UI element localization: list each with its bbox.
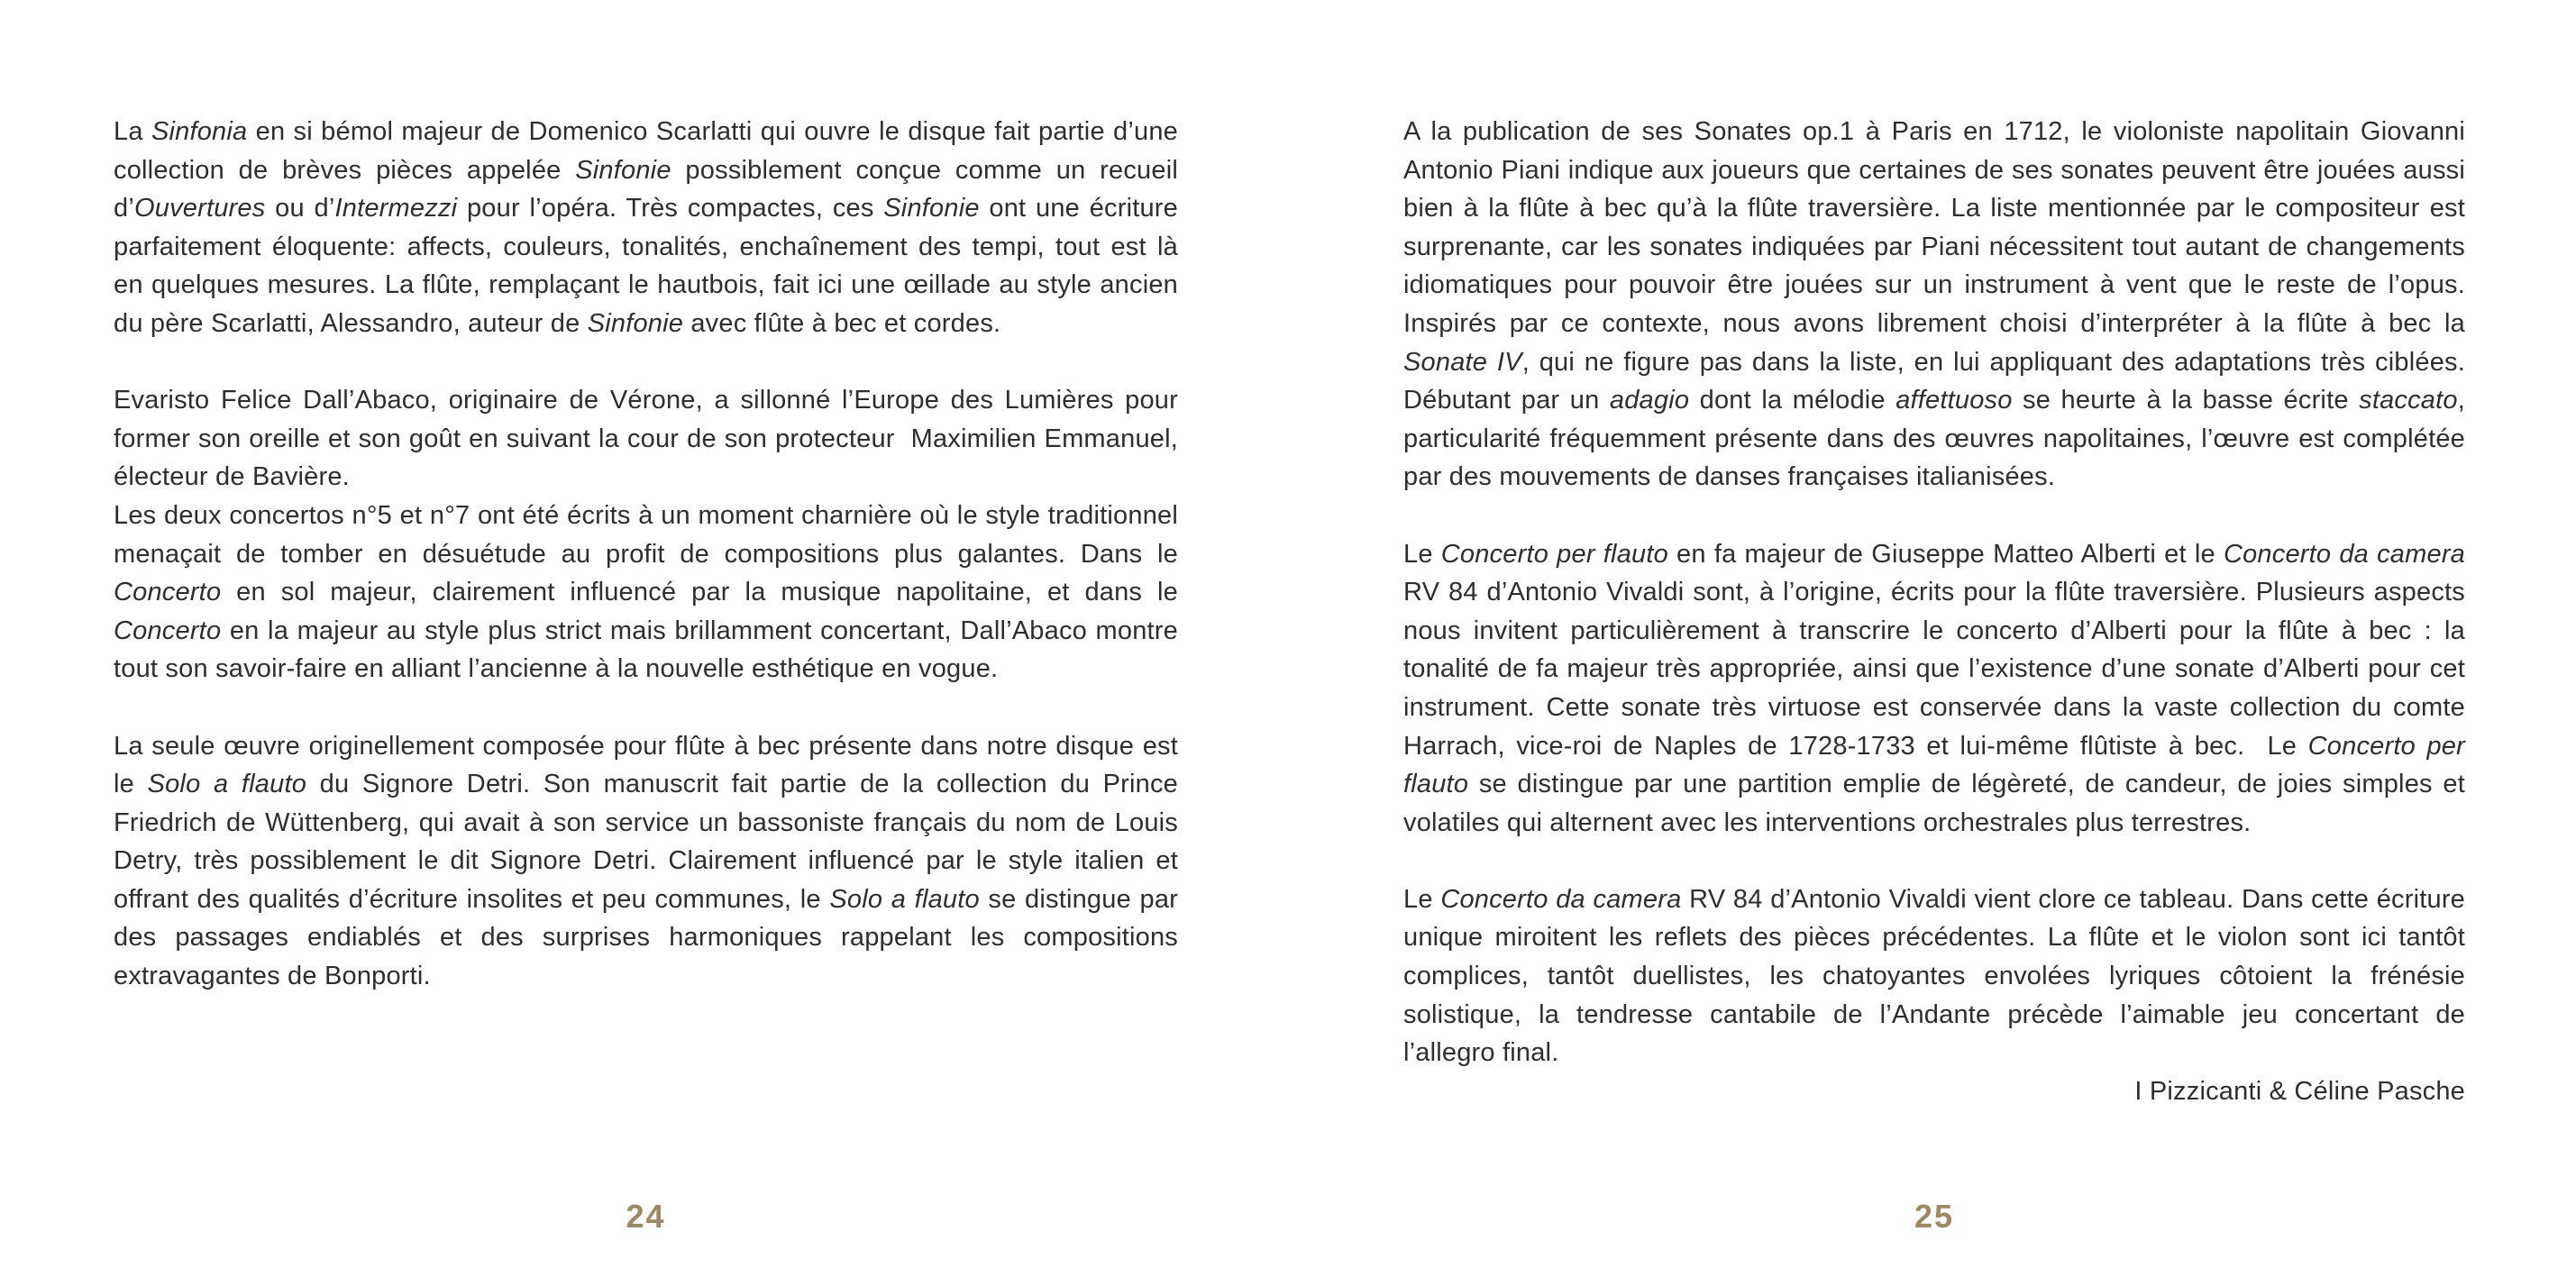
- text-run: Le: [1403, 884, 1441, 914]
- text-run-italic: adagio: [1609, 386, 1690, 415]
- page-number-left: 24: [626, 1198, 666, 1235]
- text-run: La seule œuvre originellement composée pour flûte à bec présente dans notre disque est le: [114, 731, 1178, 799]
- text-run-italic: staccato: [2359, 386, 2458, 415]
- page-number-right: 25: [1914, 1198, 1955, 1235]
- paragraph: [1403, 113, 2465, 497]
- signature-line: I Pizzicanti & Céline Pasche: [2134, 1076, 2465, 1106]
- text-run-italic: Solo a flauto: [147, 770, 307, 799]
- text-run-italic: Sonate IV: [1403, 347, 1522, 377]
- text-run-italic: Intermezzi: [334, 194, 458, 223]
- paragraph: [1403, 880, 2465, 1072]
- text-run: ont une écriture parfaitement éloquente: affects, couleurs, tonalités, enchaînement des tempi, tout est là en quelques mesures. La flûte, remplaçant le hautbois, fait ici une œillade au style ancien du père Scarlatti, Alessandro, auteur de: [114, 194, 1178, 338]
- text-run-italic: Sinfonia: [151, 117, 248, 146]
- text-run: La: [114, 117, 151, 146]
- text-run: RV 84 d’Antonio Vivaldi sont, à l’origine, écrits pour la flûte traversière. Plusieurs aspects nous invitent particulièrement à transcrire le concerto d’Alberti pour la flûte à bec : la tonalité de fa majeur très appropriée, ainsi que l’existence d’une sonate d’Alberti pour cet instrument. Cette sonate très virtuose est conservée dans la vaste collection du comte Harrach, vice-roi de Naples de 1728-1733 et lui-même flûtiste à bec. Le: [1403, 578, 2465, 761]
- paragraph: [114, 113, 1178, 343]
- text-run: se distingue par des passages endiablés et des surprises harmoniques rappelant les compositions extravagantes de Bonporti.: [114, 884, 1179, 991]
- text-run: en si bémol majeur de Domenico Scarlatti qui ouvre le disque fait partie d’une collection de brèves pièces appelée: [114, 117, 1178, 185]
- text-run: en fa majeur de Giuseppe Matteo Alberti et le: [1667, 539, 2224, 569]
- page-left-text: [114, 113, 1178, 996]
- text-run: ou d’: [265, 194, 335, 223]
- text-run: possiblement conçue comme un recueil d’: [114, 155, 1178, 223]
- text-run: RV 84 d’Antonio Vivaldi vient clore ce tableau. Dans cette écriture unique miroitent les reflets des pièces précédentes. La flûte et le violon sont ici tantôt complices, tantôt duellistes, les chatoyantes envolées lyriques côtoient la frénésie solistique, la tendresse cantabile de l’Andante précède l’aimable jeu concertant de l’allegro final.: [1403, 884, 2466, 1068]
- text-run: avec flûte à bec et cordes.: [683, 308, 1001, 338]
- text-run: , particularité fréquemment présente dans des œuvres napolitaines, l’œuvre est complétée par des mouvements de danses françaises italianisées.: [1403, 386, 2465, 492]
- text-run-italic: affettuoso: [1895, 386, 2013, 415]
- text-run-italic: Concerto da camera: [1440, 884, 1682, 914]
- paragraph: [114, 497, 1178, 689]
- text-run-italic: Concerto da camera: [2223, 539, 2466, 569]
- text-run: se distingue par une partition emplie de légèreté, de candeur, de joies simples et volatiles qui alternent avec les interventions orchestrales plus terrestres.: [1403, 770, 2465, 837]
- text-run: , qui ne figure pas dans la liste, en lui appliquant des adaptations très ciblées. Débutant par un: [1403, 347, 2465, 415]
- page-right-text: [1403, 113, 2465, 1110]
- text-run-italic: Concerto: [114, 616, 222, 645]
- text-run: pour l’opéra. Très compactes, ces: [457, 194, 884, 223]
- text-run-italic: Sinfonie: [587, 308, 684, 338]
- text-run-italic: Concerto per flauto: [1403, 731, 2465, 799]
- paragraph: [114, 381, 1178, 497]
- text-run-italic: Concerto: [114, 578, 222, 607]
- text-run: en sol majeur, clairement influencé par la musique napolitaine, et dans le: [221, 578, 1178, 607]
- text-run-italic: Sinfonie: [575, 155, 671, 185]
- text-run: Evaristo Felice Dall’Abaco, originaire de Vérone, a sillonné l’Europe des Lumières pour former son oreille et son goût en suivant la cour de son protecteur Maximilien Emmanuel, électeur de Bavière.: [114, 386, 1178, 492]
- paragraph: [1403, 535, 2465, 843]
- text-run: dont la mélodie: [1689, 386, 1896, 415]
- text-run: en la majeur au style plus strict mais brillamment concertant, Dall’Abaco montre tout son savoir-faire en alliant l’ancienne à la nouvelle esthétique en vogue.: [114, 616, 1178, 684]
- text-run: Le: [1403, 539, 1441, 569]
- text-run: A la publication de ses Sonates op.1 à Paris en 1712, le violoniste napolitain Giovanni Antonio Piani indique aux joueurs que certaines de ses sonates peuvent être jouées aussi bien à la flûte à bec qu’à la flûte traversière. La liste mentionnée par le compositeur est surprenante, car les sonates indiquées par Piani nécessitent tout autant de changements idiomatiques pour pouvoir être jouées sur un instrument à vent que le reste de l’opus. Inspirés par ce contexte, nous avons librement choisi d’interpréter à la flûte à bec la: [1403, 117, 2465, 338]
- page-right-paragraphs: [1403, 113, 2465, 1072]
- text-run: du Signore Detri. Son manuscrit fait partie de la collection du Prince Friedrich de Wüttenberg, qui avait à son service un bassoniste français du nom de Louis Detry, très possiblement le dit Signore Detri. Clairement influencé par le style italien et offrant des qualités d’écriture insolites et peu communes, le: [114, 770, 1179, 914]
- text-run-italic: Sinfonie: [883, 194, 980, 223]
- text-run: Les deux concertos n°5 et n°7 ont été écrits à un moment charnière où le style traditionnel menaçait de tomber en désuétude au profit de compositions plus galantes. Dans le: [114, 500, 1178, 569]
- text-run: se heurte à la basse écrite: [2012, 386, 2360, 415]
- text-run-italic: Ouvertures: [133, 194, 266, 223]
- paragraph: [114, 727, 1178, 996]
- text-run-italic: Concerto per flauto: [1440, 539, 1668, 569]
- text-run-italic: Solo a flauto: [829, 884, 980, 914]
